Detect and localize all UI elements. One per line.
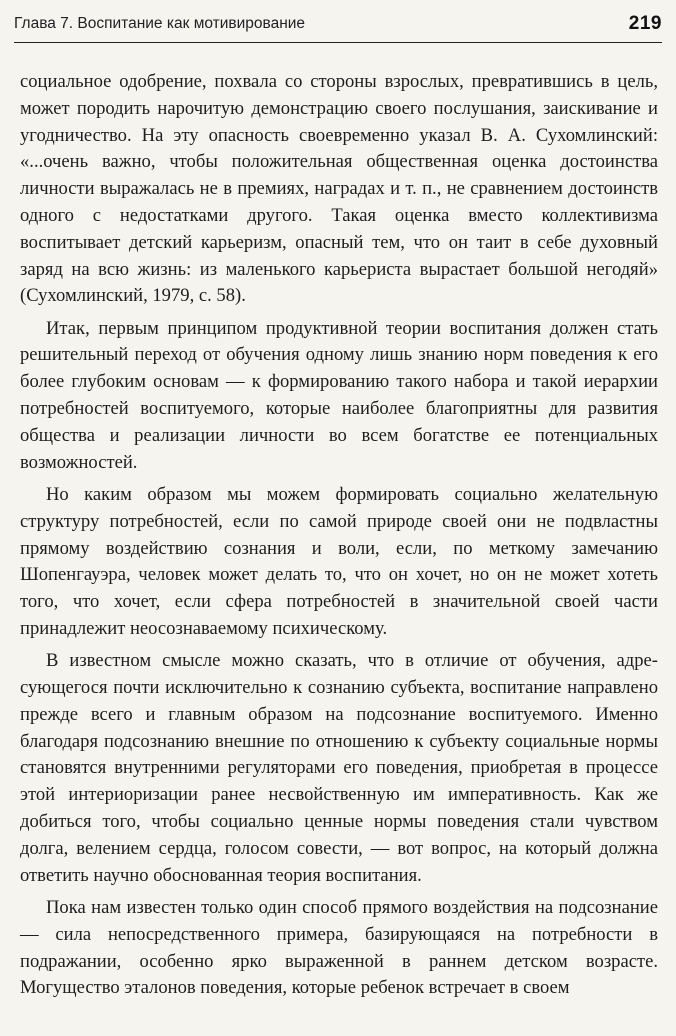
- running-head: [14, 6, 662, 43]
- paragraph: Пока нам известен только один способ прямого воздействия на подсознание — сила непосредственного примера, базирующаяся на потребности в подражании, особенно ярко выраженной в раннем детском возрасте. Могущество эталонов поведения, которые ребенок встречает в своем: [20, 896, 658, 999]
- paragraph: В известном смысле можно сказать, что в отличие от обучения, адресующегося почти исключительно к сознанию субъекта, воспитание направлено прежде всего и главным образом на подсознание воспитуемого. Именно благодаря подсознанию внешние по отношению к субъекту социальные нормы становятся внутренними регуляторами его поведения, приобретая в процессе этой интериоризации ранее несвойственную им императивность. Как же добиться того, чтобы социально ценные нормы поведения стали чувством долга, велением сердца, голосом совести, — вот вопрос, на который должна ответить научно обоснованная теория воспитания.: [20, 650, 658, 886]
- page-number: 219: [628, 13, 662, 34]
- paragraph: Итак, первым принципом продуктивной теории воспитания должен стать решительный переход от обучения одному лишь знанию норм поведения к его более глубоким основам — к формированию такого набора и такой иерархии потребностей воспитуемого, которые наиболее благоприятны для развития общества и реализации личности во всем богатстве ее потенциальных возможностей.: [20, 317, 658, 473]
- body-text: [20, 69, 658, 1002]
- chapter-title: Глава 7. Воспитание как мотивирование: [14, 15, 306, 32]
- paragraph: Но каким образом мы можем формировать социально желательную структуру потребностей, если по самой природе своей они не подвластны прямому воздействию сознания и воли, если, по меткому замечанию Шопенгауэра, человек может делать то, что он хочет, но он не может хотеть того, что хочет, если сфера потребностей в значительной своей части принадлежит неосознаваемому психическому.: [20, 483, 658, 639]
- paragraph-continuation: социальное одобрение, похвала со стороны взрослых, превратившись в цель, может породить нарочитую демонстрацию своего послушания, заискивание и угодничество. На эту опасность своевременно указал В. А. Сухомлинский: «...очень важно, чтобы положительная общественная оценка достоинства личности выражалась не в премиях, наградах и т. п., не сравнением достоинств одного с недостатками другого. Такая оценка вместо коллективизма воспитывает детский карьеризм, опасный тем, что он таит в себе духовный заряд на всю жизнь: из маленького карьериста вырастает большой негодяй» (Сухомлинский, 1979, с. 58).: [20, 71, 658, 307]
